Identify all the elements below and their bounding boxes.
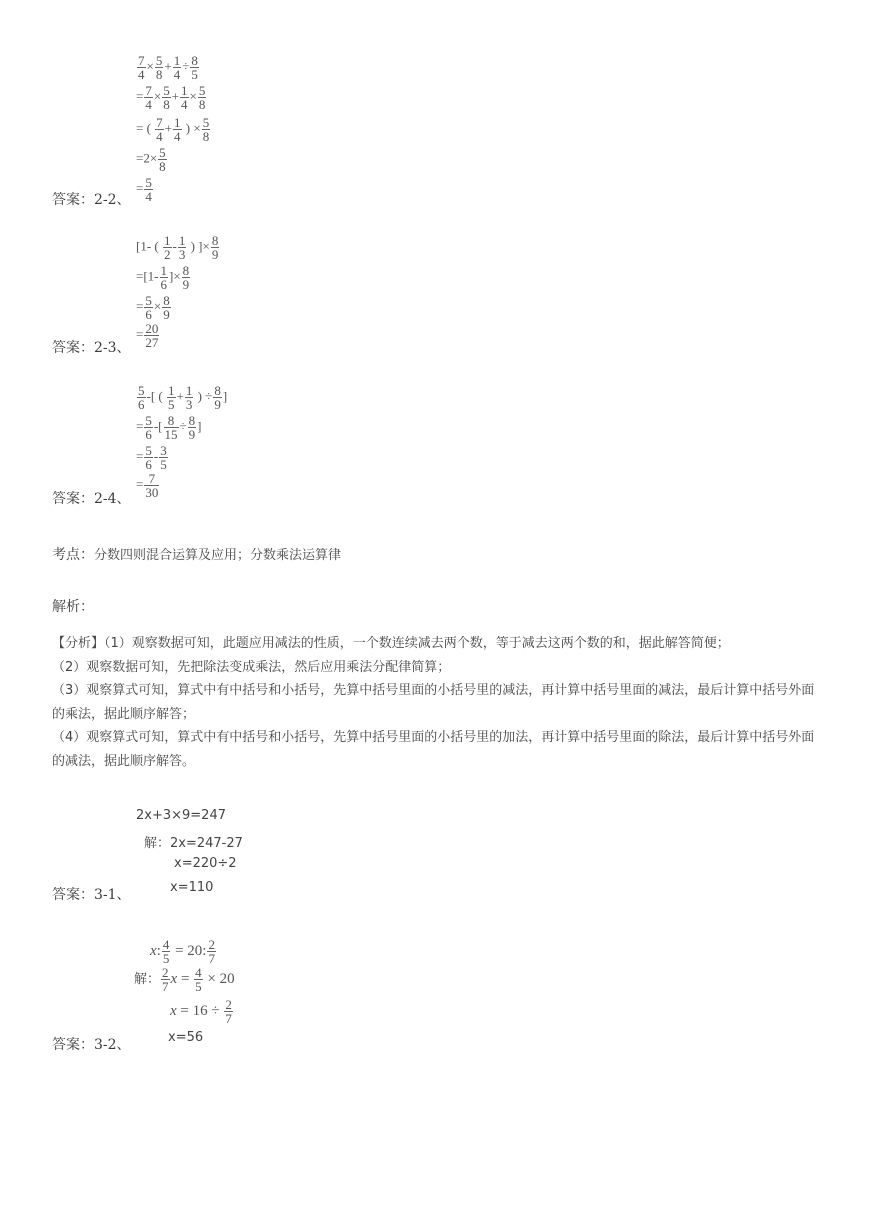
answer-2-2-line-3: = ( $\frac{7}{4}$ + $\frac{1}{4}$ ) × $\frac{5}{8}$ (136, 115, 210, 144)
fraction: $\frac{5}{4}$ (145, 175, 152, 204)
answer-2-3-line-1: [1- ( $\frac{1}{2}$ - $\frac{1}{3}$ ) ]× $\frac{8}{9}$ (136, 233, 219, 262)
answer-3-2-line-3: x = 16 ÷ $\frac{2}{7}$ (170, 997, 232, 1026)
fraction: $\frac{1}{3}$ (185, 383, 193, 412)
fraction: $\frac{1}{3}$ (178, 233, 186, 262)
kaodian-label: 考点： (52, 547, 94, 563)
fraction: $\frac{1}{6}$ (160, 263, 167, 292)
fraction: $\frac{1}{4}$ (173, 53, 181, 82)
fraction: $\frac{5}{8}$ (163, 83, 170, 112)
fraction: $\frac{4}{5}$ (195, 965, 202, 994)
fraction: $\frac{5}{6}$ (145, 293, 152, 322)
answer-2-2-line-5: = $\frac{5}{4}$ (136, 175, 152, 204)
fraction: $\frac{1}{4}$ (174, 115, 181, 144)
fraction: $\frac{7}{30}$ (145, 471, 159, 500)
answer-label-2-2: 答案：2-2、 (52, 192, 131, 208)
fraction: $\frac{8}{15}$ (164, 413, 178, 442)
fraction: $\frac{5}{6}$ (145, 443, 152, 472)
fraction: $\frac{2}{7}$ (208, 937, 215, 966)
fraction: $\frac{8}{9}$ (214, 383, 221, 412)
fraction: $\frac{1}{5}$ (168, 383, 175, 412)
answer-2-4-line-2: = $\frac{5}{6}$ -[ $\frac{8}{15}$ ÷ $\frac{8}{9}$ ] (136, 413, 202, 442)
jiexi-label: 解析： (52, 599, 94, 615)
fraction: $\frac{4}{5}$ (162, 937, 170, 966)
answer-2-4-line-1: $\frac{5}{6}$ -[ ( $\frac{1}{5}$ + $\frac{1}{3}$ ) ÷ $\frac{8}{9}$ ] (138, 383, 228, 412)
fraction: $\frac{8}{9}$ (163, 293, 170, 322)
answer-3-2-line-4: x=56 (168, 1030, 204, 1045)
answer-2-4-line-4: = $\frac{7}{30}$ (136, 471, 159, 500)
answer-label-2-3: 答案：2-3、 (52, 340, 131, 356)
analysis-block (52, 632, 822, 773)
answer-label-3-1: 答案：3-1、 (52, 887, 131, 903)
answer-2-3-line-2: =[1- $\frac{1}{6}$ ]× $\frac{8}{9}$ (136, 263, 190, 292)
answer-2-3-line-4: = $\frac{20}{27}$ (136, 321, 159, 350)
fraction: $\frac{2}{7}$ (162, 965, 169, 994)
fraction: $\frac{5}{8}$ (159, 145, 166, 174)
answer-3-2-line-2: 解： $\frac{2}{7}$ x = $\frac{4}{5}$ × 20 (134, 965, 235, 994)
answer-2-4-line-3: = $\frac{5}{6}$ - $\frac{3}{5}$ (136, 443, 167, 472)
answer-3-1-line-3: x=220÷2 (174, 856, 237, 871)
fraction: $\frac{1}{2}$ (164, 233, 171, 262)
fraction: $\frac{3}{5}$ (160, 443, 167, 472)
answer-2-2-line-1: $\frac{7}{4}$ × $\frac{5}{8}$ + $\frac{1}{4}$ ÷ $\frac{8}{5}$ (138, 53, 198, 82)
answer-2-3-line-3: = $\frac{5}{6}$ × $\frac{8}{9}$ (136, 293, 170, 322)
answer-3-1-line-2: 解：2x=247-27 (144, 836, 243, 851)
fraction: $\frac{7}{4}$ (138, 53, 145, 82)
analysis-paragraph-1: 【分析】（1）观察数据可知，此题应用减法的性质，一个数连续减去两个数，等于减去这两个数的和，据此解答简便； (52, 636, 730, 651)
fraction: $\frac{5}{6}$ (145, 413, 152, 442)
answer-3-1-line-4: x=110 (170, 880, 214, 895)
answer-2-2-line-4: =2× $\frac{5}{8}$ (136, 145, 166, 174)
fraction: $\frac{8}{9}$ (182, 263, 190, 292)
answer-label-2-4: 答案：2-4、 (52, 491, 131, 507)
fraction: $\frac{5}{8}$ (202, 115, 210, 144)
fraction: $\frac{8}{5}$ (191, 53, 198, 82)
analysis-paragraph-3: （3）观察算式可知，算式中有中括号和小括号，先算中括号里面的小括号里的减法，再计算中括号里面的减法，最后计算中括号外面的乘法，据此顺序解答； (52, 683, 815, 722)
fraction: $\frac{7}{4}$ (156, 115, 163, 144)
fraction: $\frac{7}{4}$ (145, 83, 152, 112)
analysis-paragraph-2: （2）观察数据可知，先把除法变成乘法，然后应用乘法分配律简算； (52, 659, 451, 675)
answer-label-3-2: 答案：3-2、 (52, 1037, 131, 1053)
answer-3-2-line-1: x: $\frac{4}{5}$ = 20: $\frac{2}{7}$ (150, 937, 215, 966)
fraction: $\frac{20}{27}$ (145, 321, 159, 350)
fraction: $\frac{5}{6}$ (138, 383, 145, 412)
fraction: $\frac{2}{7}$ (225, 997, 232, 1026)
fraction: $\frac{5}{8}$ (198, 83, 206, 112)
fraction: $\frac{1}{4}$ (181, 83, 188, 112)
answer-3-1-line-1: 2x+3×9=247 (136, 808, 226, 823)
fraction: $\frac{5}{8}$ (155, 53, 163, 82)
answer-2-2-line-2: = $\frac{7}{4}$ × $\frac{5}{8}$ + $\frac{1}{4}$ × $\frac{5}{8}$ (136, 83, 206, 112)
kaodian-row (52, 544, 341, 564)
kaodian-text: 分数四则混合运算及应用；分数乘法运算律 (94, 548, 342, 563)
fraction: $\frac{8}{9}$ (211, 233, 219, 262)
analysis-paragraph-4: （4）观察算式可知，算式中有中括号和小括号，先算中括号里面的小括号里的加法，再计算中括号里面的除法，最后计算中括号外面的减法，据此顺序解答。 (52, 730, 815, 769)
fraction: $\frac{8}{9}$ (188, 413, 196, 442)
